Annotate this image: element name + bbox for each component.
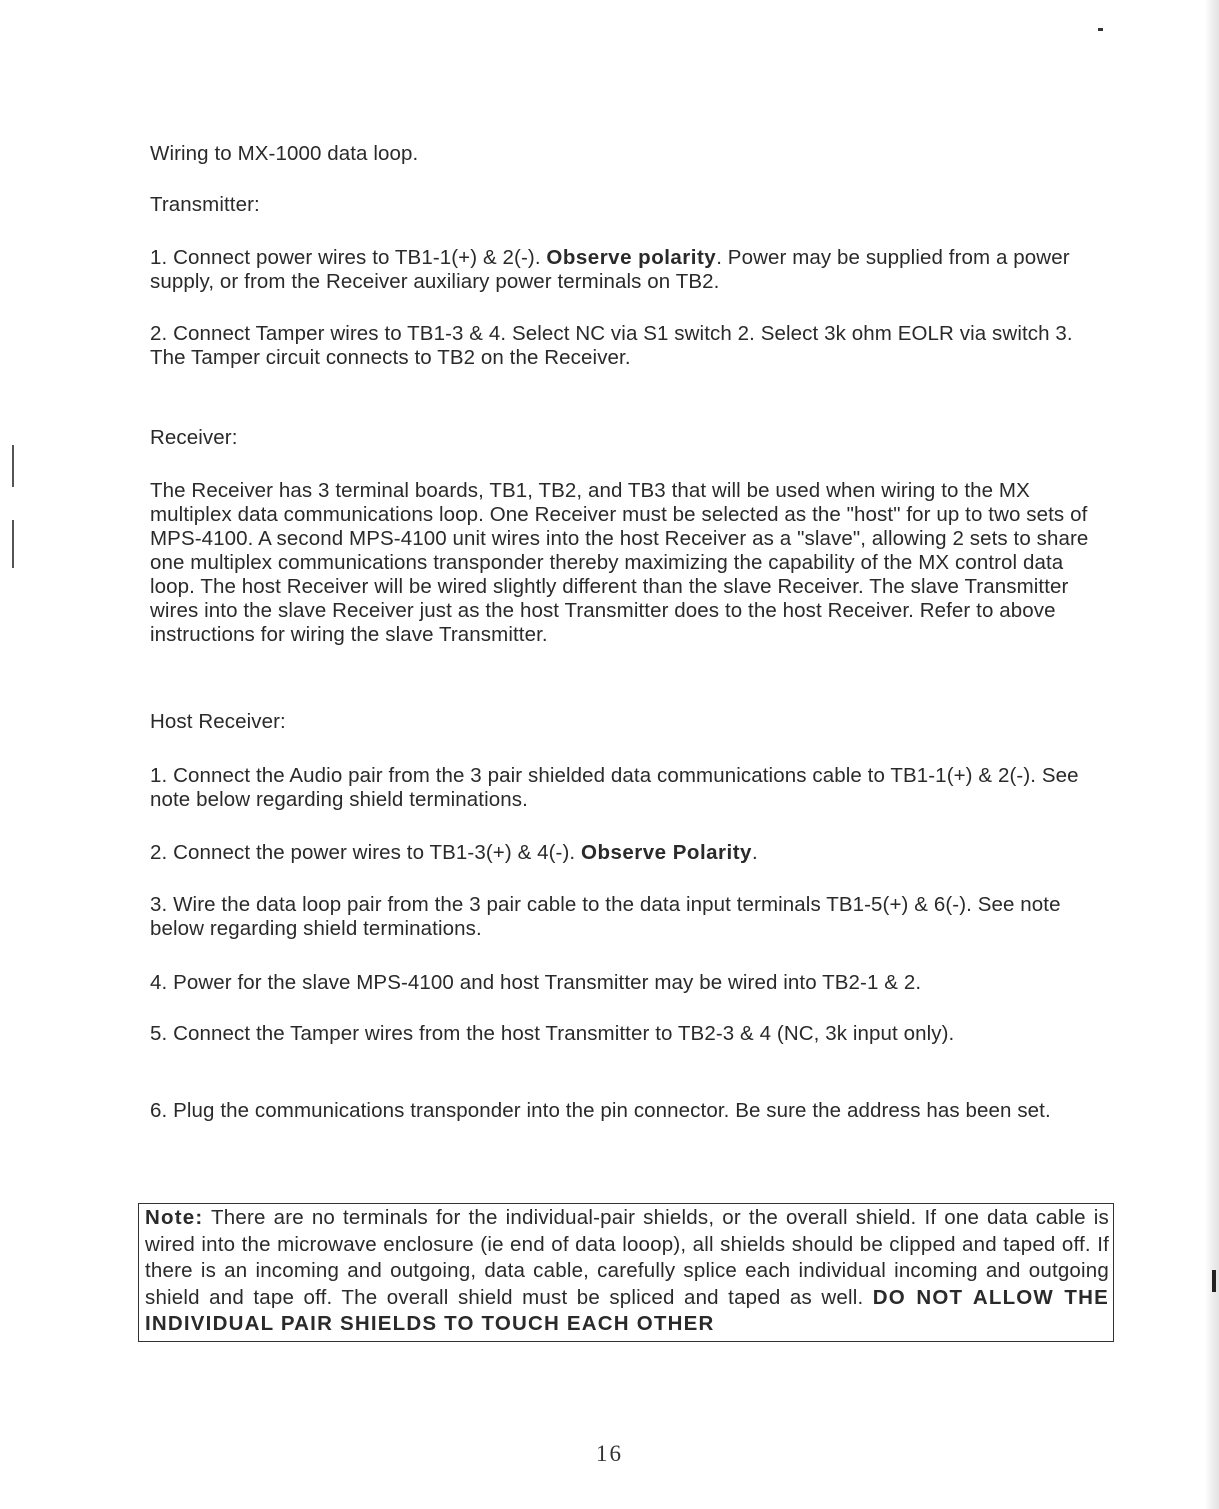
- section-heading-wiring: Wiring to MX-1000 data loop.: [150, 142, 419, 165]
- note-body: There are no terminals for the individual-pair shields, or the overall shield. If one data cable is wired into the microwave enclosure (ie end of data looop), all shields should be clipped and taped off. If there is an incoming and outgoing, data cable, carefully splice each individual incoming and outgoing shield and tape off. The overall shield must be spliced and taped as well.: [145, 1206, 1109, 1309]
- host-receiver-step-1: 1. Connect the Audio pair from the 3 pair shielded data communications cable to TB1-1(+) & 2(-). See note below regarding shield terminations.: [150, 764, 1079, 811]
- transmitter-heading: Transmitter:: [150, 193, 260, 216]
- note-warning: DO NOT ALLOW THE INDIVIDUAL PAIR SHIELDS TO TOUCH EACH OTHER: [145, 1285, 1109, 1335]
- host-receiver-step-2: 2. Connect the power wires to TB1-3(+) & 4(-). Observe Polarity.: [150, 841, 758, 864]
- scan-mark: [1212, 1270, 1216, 1292]
- receiver-heading: Receiver:: [150, 426, 238, 449]
- scan-mark: [1098, 28, 1103, 31]
- page-number: 16: [596, 1441, 623, 1466]
- host-receiver-step-6: 6. Plug the communications transponder into the pin connector. Be sure the address has been set.: [150, 1099, 1051, 1122]
- host-receiver-step-3: 3. Wire the data loop pair from the 3 pair cable to the data input terminals TB1-5(+) & 6(-). See note below regarding shield terminations.: [150, 893, 1061, 940]
- transmitter-step-1: 1. Connect power wires to TB1-1(+) & 2(-). Observe polarity. Power may be supplied from a power supply, or from the Receiver auxiliary power terminals on TB2.: [150, 246, 1070, 293]
- host-receiver-heading: Host Receiver:: [150, 710, 286, 733]
- note-label: Note:: [145, 1206, 204, 1229]
- transmitter-step-2: 2. Connect Tamper wires to TB1-3 & 4. Select NC via S1 switch 2. Select 3k ohm EOLR via switch 3. The Tamper circuit connects to TB2 on the Receiver.: [150, 322, 1073, 369]
- receiver-description: The Receiver has 3 terminal boards, TB1, TB2, and TB3 that will be used when wiring to the MX multiplex data communications loop. One Receiver must be selected as the "host" for up to two sets of MPS-4100. A second MPS-4100 unit wires into the host Receiver as a "slave", allowing 2 sets to share one multiplex communications transponder thereby maximizing the capability of the MX control data loop. The host Receiver will be wired slightly different than the slave Receiver. The slave Transmitter wires into the slave Receiver just as the host Transmitter does to the host Receiver. Refer to above instructions for wiring the slave Transmitter.: [150, 479, 1089, 646]
- host-receiver-step-5: 5. Connect the Tamper wires from the host Transmitter to TB2-3 & 4 (NC, 3k input only).: [150, 1022, 955, 1045]
- scan-mark: [12, 520, 14, 568]
- scan-mark: [12, 445, 14, 487]
- shield-note-box: [138, 1203, 1114, 1342]
- host-receiver-step-4: 4. Power for the slave MPS-4100 and host Transmitter may be wired into TB2-1 & 2.: [150, 971, 922, 994]
